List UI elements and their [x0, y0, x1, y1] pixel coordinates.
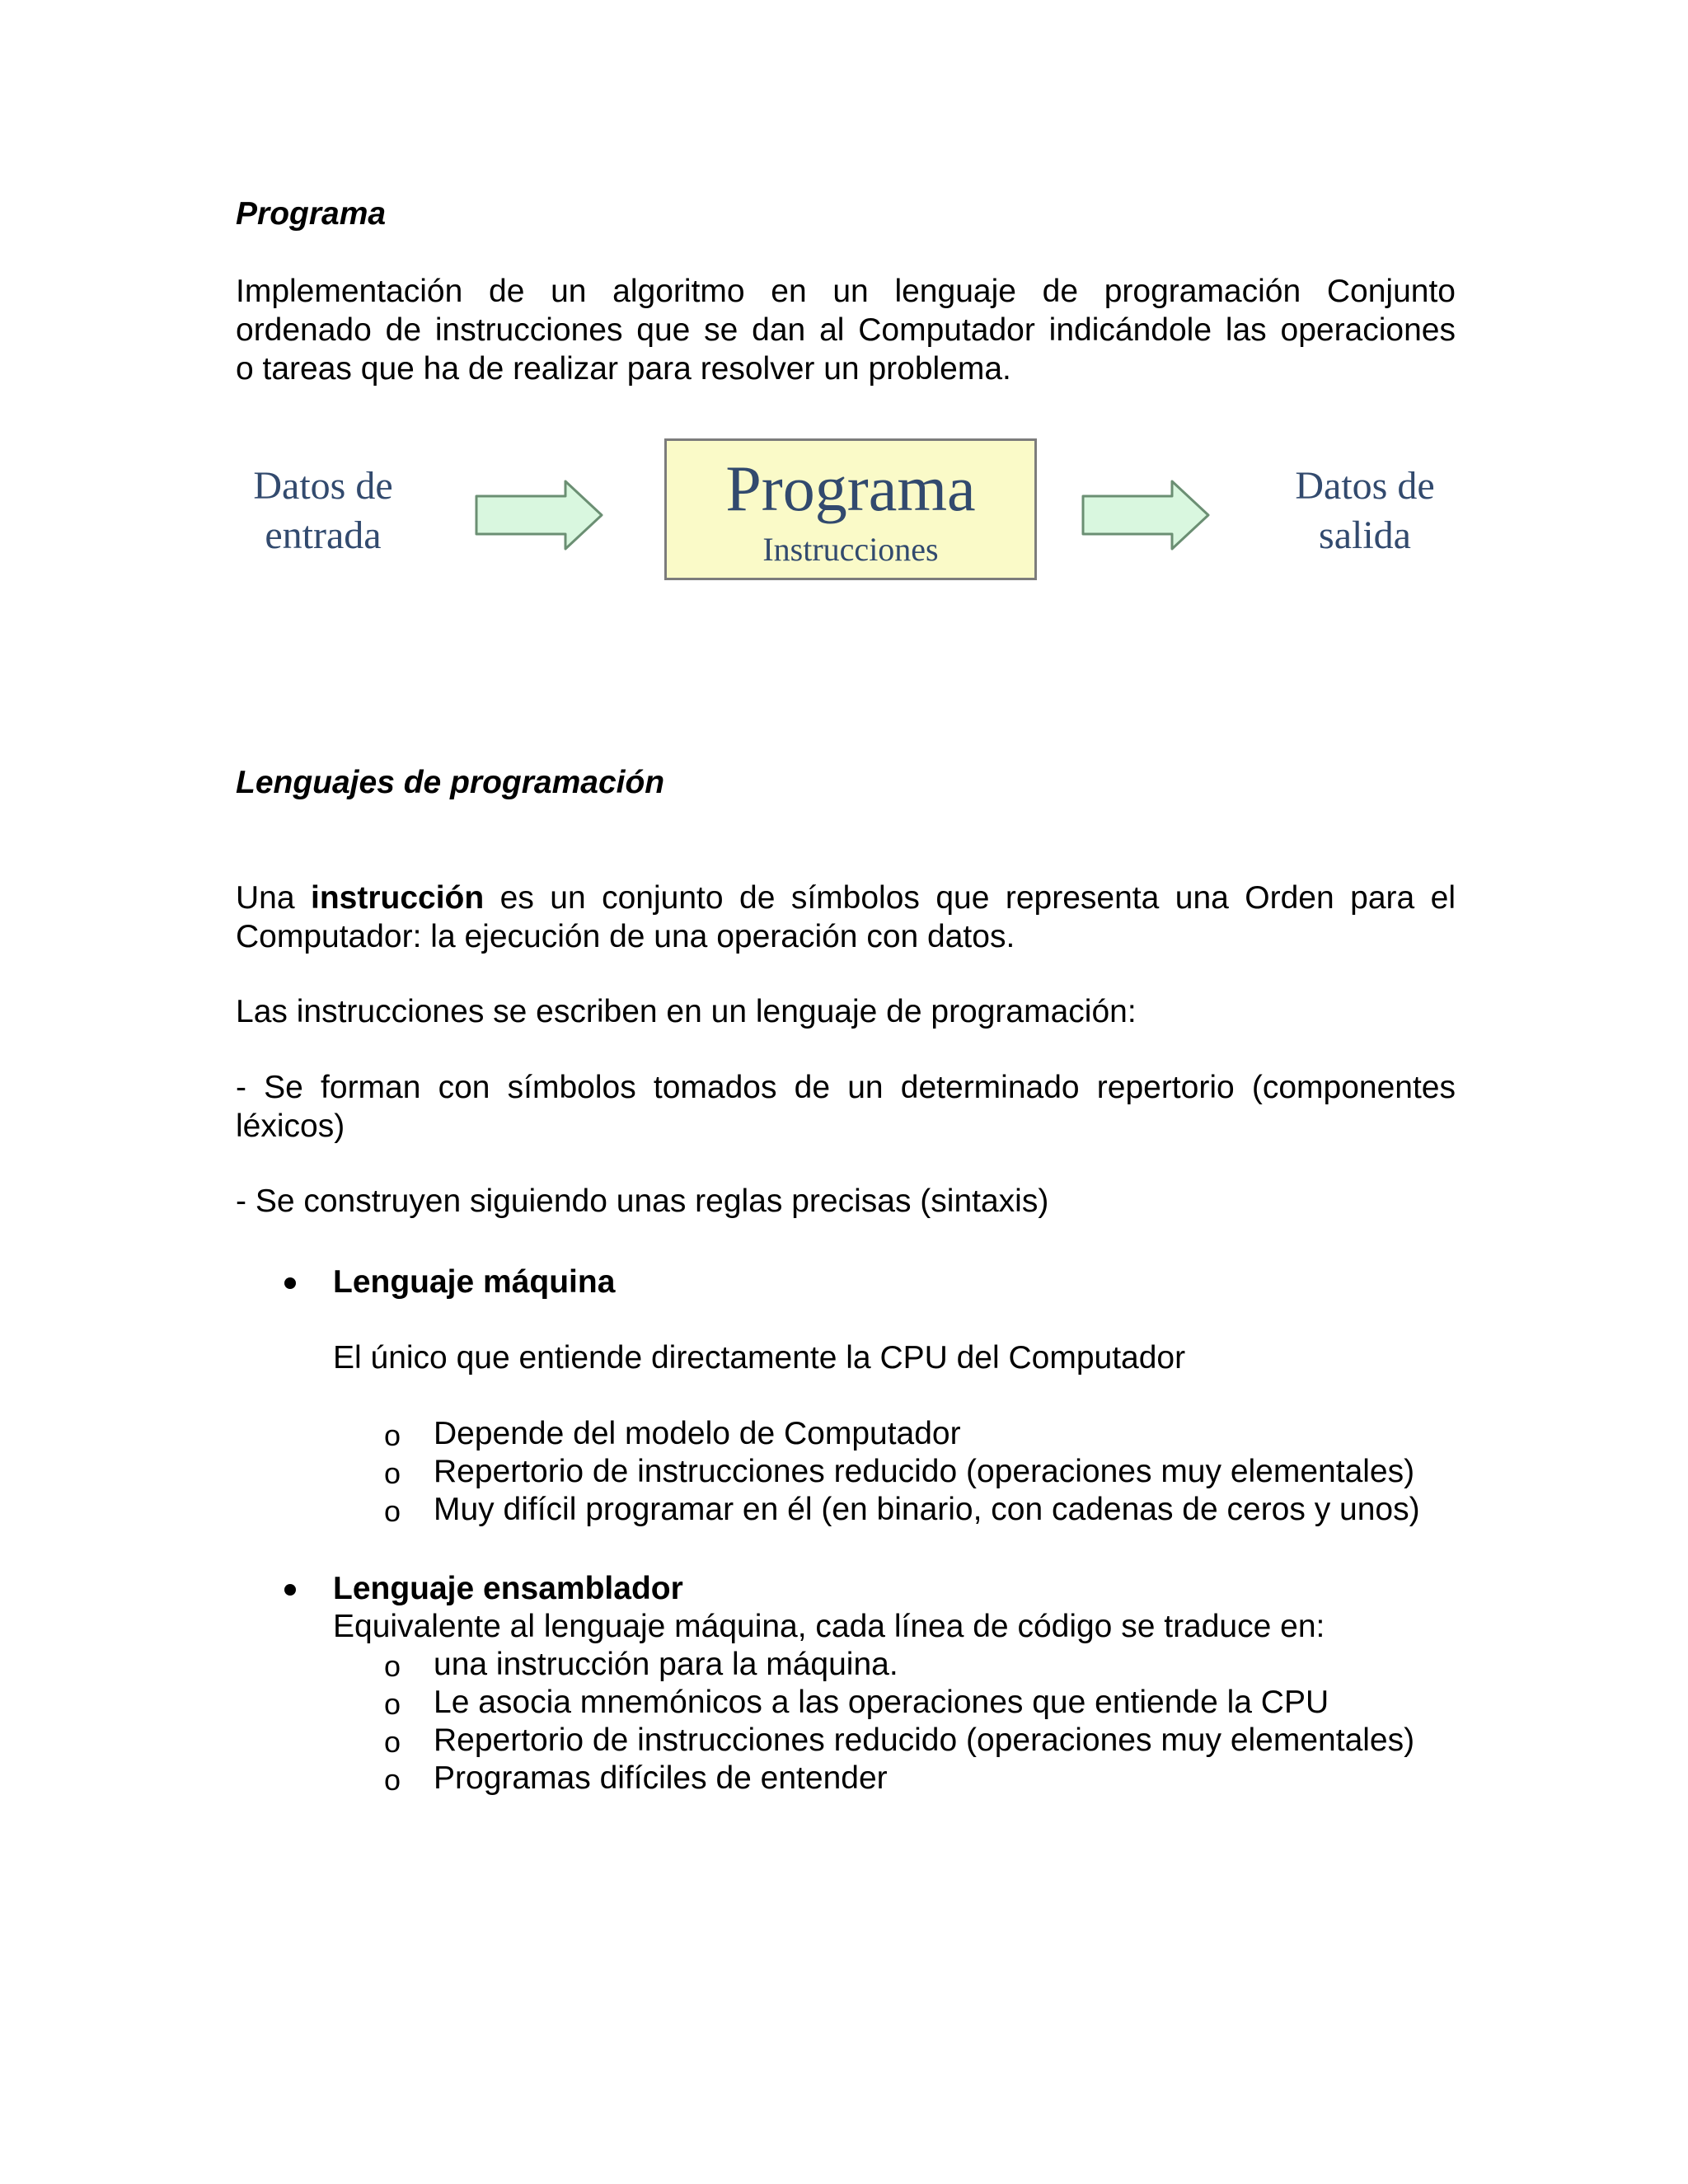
output-data-label [1274, 462, 1456, 560]
sub-bullet-icon: o [384, 1687, 401, 1721]
text-run: Una [236, 880, 311, 916]
paragraph-instruccion [236, 879, 1456, 956]
bullet-description: Equivalente al lenguaje máquina, cada línea de código se traduce en: [333, 1609, 1325, 1644]
sub-item: Le asocia mnemónicos a las operaciones que entiende la CPU [434, 1685, 1329, 1720]
paragraph-forman [236, 1068, 1456, 1146]
paragraph-line: o tareas que ha de realizar para resolver un problema. [236, 351, 1011, 387]
right-arrow-icon [475, 478, 607, 552]
input-data-label [232, 462, 414, 560]
output-label-line: Datos de [1295, 464, 1435, 508]
bullet-title-lenguaje-maquina: Lenguaje máquina [333, 1264, 616, 1300]
paragraph-line: ordenado de instrucciones que se dan al Computador indicándole las operaciones [236, 312, 1456, 348]
input-label-line: entrada [265, 513, 382, 557]
bold-term: instrucción [311, 880, 485, 916]
paragraph-line: - Se forman con símbolos tomados de un determinado repertorio (componentes [236, 1070, 1456, 1105]
bullet-icon [284, 1584, 296, 1596]
program-box-title: Programa [725, 452, 976, 524]
program-box [664, 438, 1037, 580]
text-run: es un conjunto de símbolos que representa una Orden para el [484, 880, 1456, 916]
paragraph-line [236, 879, 1456, 917]
bullet-description: El único que entiende directamente la CPU del Computador [333, 1340, 1186, 1376]
heading-lenguajes: Lenguajes de programación [236, 765, 665, 800]
sub-bullet-icon: o [384, 1418, 401, 1452]
sub-bullet-icon: o [384, 1725, 401, 1759]
input-label-line: Datos de [253, 464, 393, 508]
program-box-subtitle: Instrucciones [762, 531, 939, 568]
sub-bullet-icon: o [384, 1649, 401, 1683]
sub-item: Repertorio de instrucciones reducido (operaciones muy elementales) [434, 1454, 1415, 1489]
paragraph-programa-definition [236, 272, 1456, 388]
heading-programa: Programa [236, 196, 387, 232]
sub-item: Muy difícil programar en él (en binario, con cadenas de ceros y unos) [434, 1492, 1420, 1527]
bullet-title-lenguaje-ensamblador: Lenguaje ensamblador [333, 1571, 683, 1606]
paragraph-escritura: Las instrucciones se escriben en un lenguaje de programación: [236, 994, 1137, 1029]
paragraph-construyen: - Se construyen siguiendo unas reglas precisas (sintaxis) [236, 1183, 1049, 1219]
paragraph-line: Implementación de un algoritmo en un lenguaje de programación Conjunto [236, 274, 1456, 309]
sub-bullet-icon: o [384, 1494, 401, 1528]
sub-item: Repertorio de instrucciones reducido (operaciones muy elementales) [434, 1722, 1415, 1758]
right-arrow-icon [1081, 478, 1213, 552]
sub-item: Programas difíciles de entender [434, 1760, 888, 1796]
sub-item: una instrucción para la máquina. [434, 1647, 898, 1682]
sub-item: Depende del modelo de Computador [434, 1416, 961, 1451]
output-label-line: salida [1319, 513, 1411, 557]
bullet-icon [284, 1277, 296, 1289]
sub-bullet-icon: o [384, 1456, 401, 1490]
program-flow-diagram [236, 429, 1472, 610]
paragraph-line: Computador: la ejecución de una operación con datos. [236, 919, 1015, 954]
paragraph-line: léxicos) [236, 1108, 345, 1144]
sub-bullet-icon: o [384, 1763, 401, 1797]
